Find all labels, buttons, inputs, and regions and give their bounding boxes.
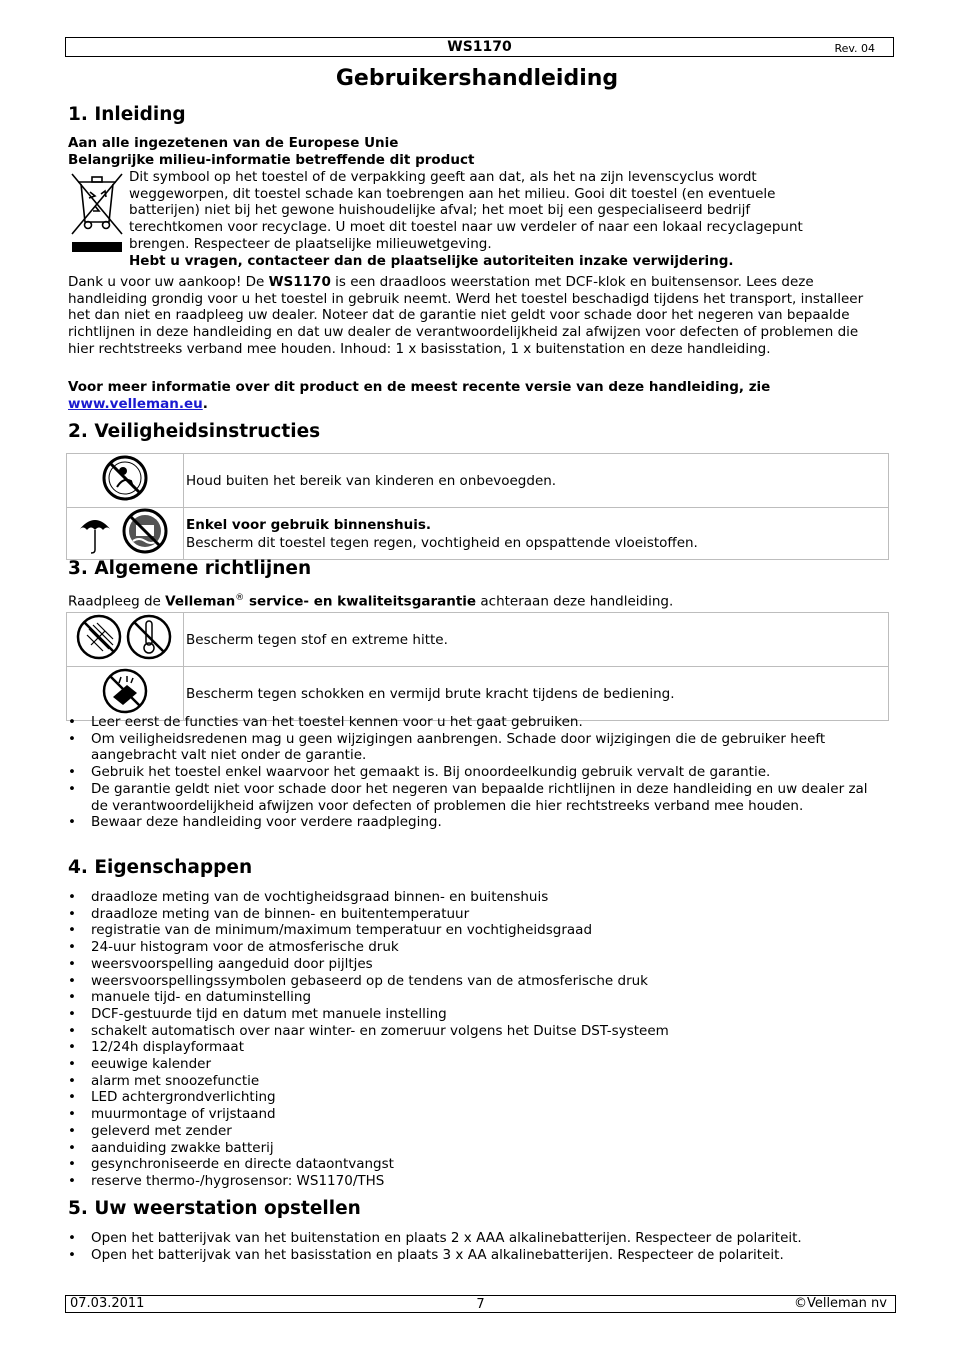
weee-line: Dit symbool op het toestel of de verpakking geeft aan dat, als het na zijn levenscyclus wordt (129, 169, 757, 185)
safety-icon-cell (67, 454, 184, 508)
guidelines-table (66, 612, 889, 721)
section-heading-richtlijnen: 3. Algemene richtlijnen (68, 558, 312, 579)
weee-line: brengen. Respecteer de plaatselijke milieuwetgeving. (129, 235, 492, 252)
list-item: • aanduiding zwakke batterij (68, 1140, 888, 1157)
guidelines-list (68, 714, 888, 831)
weee-line: batterijen) niet bij het gewone huishoudelijke afval; het moet bij een gespecialiseerd bedrijf (129, 202, 751, 219)
guidelines-icon-cell (67, 613, 184, 667)
dust-and-heat-icon (75, 613, 175, 661)
more-info-text: Voor meer informatie over dit product en de meest recente versie van deze handleiding, zie (68, 379, 771, 395)
list-item: • alarm met snoozefunctie (68, 1073, 888, 1090)
guideline-text-dust-heat: Bescherm tegen stof en extreme hitte. (186, 631, 448, 648)
list-item: • Bewaar deze handleiding voor verdere raadpleging. (68, 814, 888, 831)
safety-text-moisture: Bescherm dit toestel tegen regen, vochtigheid en opspattende vloeistoffen. (186, 534, 698, 551)
keep-away-from-children-icon (101, 454, 149, 502)
eu-title: Aan alle ingezetenen van de Europese Unie (68, 135, 399, 151)
guarantee-text-start: Raadpleeg de (68, 593, 166, 610)
guidelines-icon-cell (67, 667, 184, 721)
list-item: • draadloze meting van de vochtigheidsgraad binnen- en buitenshuis (68, 889, 888, 906)
section-heading-eigenschappen: 4. Eigenschappen (68, 857, 253, 878)
footer-copyright: ©Velleman nv (793, 1296, 887, 1311)
list-item: • Open het batterijvak van het buitenstation en plaats 2 x AAA alkalinebatterijen. Respecteer de polariteit. (68, 1230, 888, 1247)
intro-model: WS1170 (268, 274, 331, 290)
list-item: • registratie van de minimum/maximum temperatuur en vochtigheidsgraad (68, 922, 888, 939)
indoor-use-umbrella-icon (75, 508, 175, 554)
weee-bin-icon (68, 170, 126, 258)
setup-list (68, 1230, 888, 1263)
list-item: • weersvoorspellingssymbolen gebaseerd op de tendens van de atmosferische druk (68, 973, 888, 990)
shock-protection-icon (101, 667, 149, 715)
safety-text-cell (184, 454, 889, 508)
weee-text (129, 169, 889, 269)
intro-paragraph (68, 274, 888, 358)
intro-text-rest: is een draadloos weerstation met DCF-klok en buitensensor. Lees deze handleiding grondig voor u het toestel in gebruik neemt. Werd het toestel beschadigd tijdens het transport, installeer het dan niet en raadpleeg uw dealer. Noteer dat de garantie niet geldt voor schade door het negeren van bepaalde richtlijnen in deze handleiding en dat uw dealer de verantwoordelijkheid zal afwijzen voor defecten of problemen die hier rechtstreeks verband mee houden. Inhoud: 1 x basisstation, 1 x buitenstation en deze handleiding. (68, 274, 864, 357)
link-period: . (202, 395, 208, 412)
guidelines-text-cell (184, 613, 889, 667)
guarantee-brand: Velleman (165, 593, 236, 610)
list-item: • manuele tijd- en datuminstelling (68, 989, 888, 1006)
list-item: • muurmontage of vrijstaand (68, 1106, 888, 1123)
features-list (68, 889, 888, 1190)
list-item: • De garantie geldt niet voor schade door het negeren van bepaalde richtlijnen in deze handleiding en uw dealer zal de verantwoordelijkheid afwijzen voor defecten of problemen die hier rechtstreeks verband mee houden. (68, 781, 888, 814)
safety-text-indoor: Enkel voor gebruik binnenshuis. (186, 516, 432, 533)
footer-date: 07.03.2011 (70, 1296, 145, 1311)
page-title: Gebruikershandleiding (335, 66, 619, 91)
list-item: • 24-uur histogram voor de atmosferische druk (68, 939, 888, 956)
list-item: • geleverd met zender (68, 1123, 888, 1140)
list-item: • eeuwige kalender (68, 1056, 888, 1073)
list-item: • Open het batterijvak van het basisstation en plaats 3 x AA alkalinebatterijen. Respecteer de polariteit. (68, 1247, 888, 1264)
guideline-text-shocks: Bescherm tegen schokken en vermijd brute kracht tijdens de bediening. (186, 685, 675, 702)
list-item: • weersvoorspelling aangeduid door pijltjes (68, 956, 888, 973)
safety-row (67, 508, 889, 560)
weee-line: terechtkomen voor recyclage. U moet dit toestel naar uw verdeler of naar een lokaal recyclagepunt (129, 219, 803, 236)
list-item: • Gebruik het toestel enkel waarvoor het gemaakt is. Bij onoordeelkundig gebruik vervalt de garantie. (68, 764, 888, 781)
guarantee-bold: service- en kwaliteitsgarantie (244, 593, 477, 610)
safety-text-cell (184, 508, 889, 560)
section-heading-inleiding: 1. Inleiding (68, 104, 186, 125)
safety-table (66, 453, 889, 560)
list-item: • draadloze meting van de binnen- en buitentemperatuur (68, 906, 888, 923)
list-item: • LED achtergrondverlichting (68, 1089, 888, 1106)
safety-row (67, 454, 889, 508)
list-item: • gesynchroniseerde en directe dataontvangst (68, 1156, 888, 1173)
guidelines-row (67, 667, 889, 721)
header-revision: Rev. 04 (834, 42, 875, 55)
guidelines-text-cell (184, 667, 889, 721)
page-number: 7 (476, 1297, 485, 1312)
page-header (65, 37, 894, 57)
registered-mark: ® (235, 593, 245, 603)
safety-icon-cell (67, 508, 184, 560)
list-item: • schakelt automatisch over naar winter- en zomeruur volgens het Duitse DST-systeem (68, 1023, 888, 1040)
weee-contact-note: Hebt u vragen, contacteer dan de plaatselijke autoriteiten inzake verwijdering. (129, 252, 734, 269)
guarantee-intro (68, 590, 888, 610)
velleman-link[interactable]: www.velleman.eu (68, 395, 203, 412)
header-model: WS1170 (447, 39, 512, 55)
page-footer (65, 1295, 896, 1313)
more-info-paragraph (68, 379, 888, 412)
section-heading-veiligheid: 2. Veiligheidsinstructies (68, 421, 321, 442)
safety-text-children: Houd buiten het bereik van kinderen en onbevoegden. (186, 472, 557, 489)
list-item: • Leer eerst de functies van het toestel kennen voor u het gaat gebruiken. (68, 714, 888, 731)
list-item: • 12/24h displayformaat (68, 1039, 888, 1056)
intro-text-start: Dank u voor uw aankoop! De (68, 274, 269, 290)
list-item: • reserve thermo-/hygrosensor: WS1170/THS (68, 1173, 888, 1190)
list-item: • Om veiligheidsredenen mag u geen wijzigingen aanbrengen. Schade door wijzigingen die de gebruiker heeft aangebracht valt niet onder de garantie. (68, 731, 888, 764)
section-heading-opstellen: 5. Uw weerstation opstellen (68, 1198, 361, 1219)
guarantee-text-end: achteraan deze handleiding. (476, 593, 674, 610)
guidelines-row (67, 613, 889, 667)
weee-line: weggeworpen, dit toestel schade kan toebrengen aan het milieu. Gooi dit toestel (en eventuele (129, 185, 776, 202)
env-title: Belangrijke milieu-informatie betreffende dit product (68, 152, 475, 168)
list-item: • DCF-gestuurde tijd en datum met manuele instelling (68, 1006, 888, 1023)
